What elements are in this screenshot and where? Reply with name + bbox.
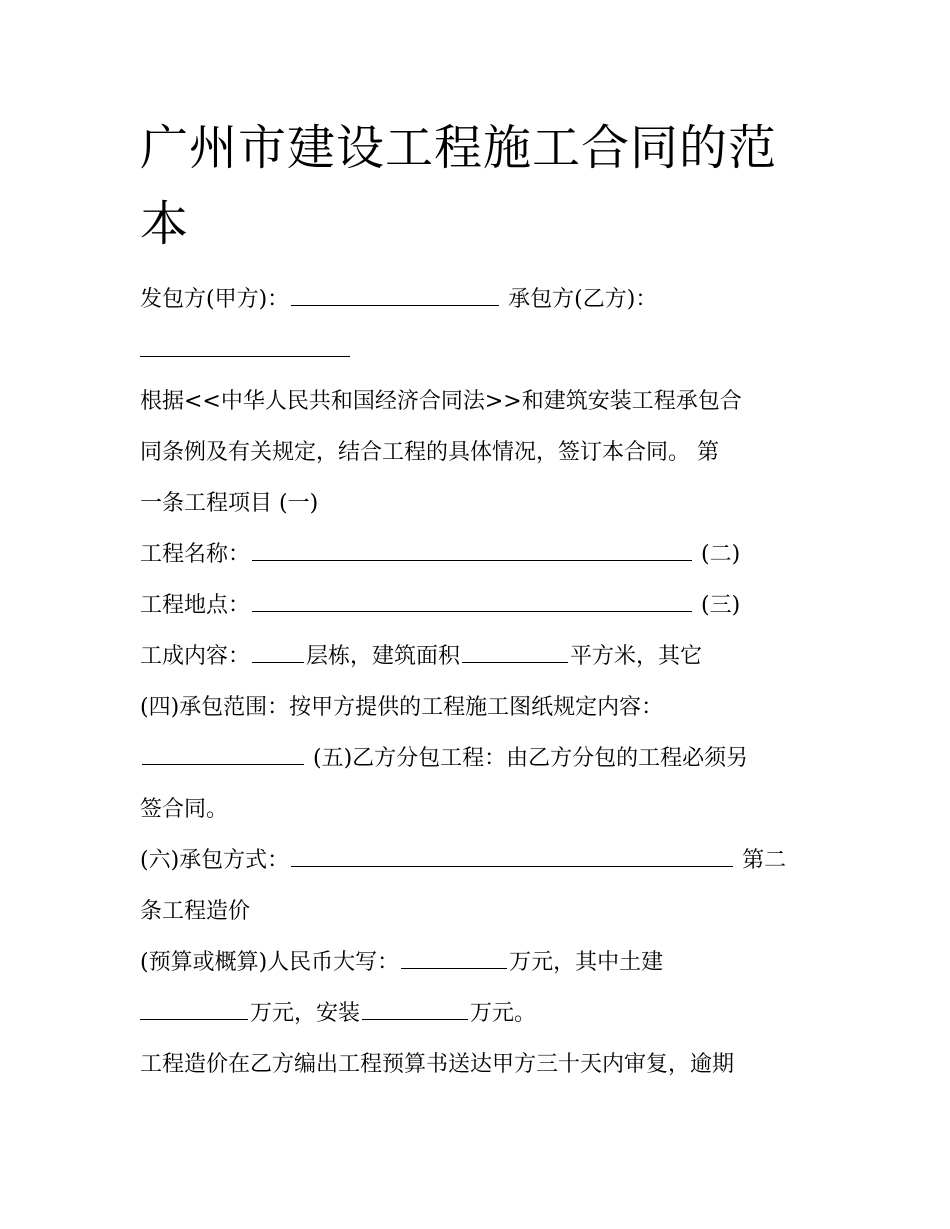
area-blank (462, 661, 568, 663)
document-page (140, 110, 820, 1090)
section-three-label: (三) (701, 593, 741, 618)
title-line-2: 本 (140, 196, 190, 252)
text-line: 一条工程项目 (一) (140, 491, 319, 516)
project-location-label: 工程地点： (140, 593, 251, 618)
area-text: 平方米，其它 (570, 644, 703, 669)
text-line: 同条例及有关规定，结合工程的具体情况，签订本合同。 第 (140, 440, 719, 465)
project-name-blank (252, 559, 692, 561)
project-name-line (140, 529, 820, 580)
floor-blank (252, 661, 304, 663)
party-a-blank (291, 304, 499, 306)
text-line: 签合同。 (140, 797, 229, 822)
method-label: (六)承包方式： (140, 848, 290, 873)
wan-yuan-text: 万元。 (470, 1001, 537, 1026)
install-blank (362, 1018, 468, 1020)
price-civil-text: 万元，其中土建 (509, 950, 664, 975)
price-line (140, 937, 820, 988)
price-total-blank (401, 967, 507, 969)
content-label: 工成内容： (140, 644, 251, 669)
title-line-1: 广州市建设工程施工合同的范 (140, 120, 778, 176)
price-breakdown-line (140, 988, 820, 1039)
scope-blank (142, 763, 304, 765)
civil-blank (140, 1018, 248, 1020)
project-location-line (140, 580, 820, 631)
project-content-line (140, 631, 820, 682)
party-line (140, 274, 820, 325)
article-two-label: 第二 (742, 848, 787, 873)
install-text: 万元，安装 (250, 1001, 361, 1026)
text-line: 条工程造价 (140, 899, 251, 924)
price-label: (预算或概算)人民币大写： (140, 950, 400, 975)
contract-method-line (140, 835, 820, 886)
method-blank (291, 865, 733, 867)
party-b-label: 承包方(乙方)： (508, 287, 658, 312)
text-line: (四)承包范围：按甲方提供的工程施工图纸规定内容： (140, 695, 664, 720)
project-name-label: 工程名称： (140, 542, 251, 567)
party-b-blank-line (140, 325, 820, 376)
document-body (140, 274, 820, 1090)
section-two-label: (二) (701, 542, 741, 567)
party-b-blank (140, 355, 350, 357)
text-line: 根据<<中华人民共和国经济合同法>>和建筑安装工程承包合 (140, 389, 742, 414)
subcontract-text: (五)乙方分包工程：由乙方分包的工程必须另 (313, 746, 749, 771)
document-title (140, 110, 820, 262)
floor-text: 层栋，建筑面积 (306, 644, 461, 669)
party-a-label: 发包方(甲方)： (140, 287, 290, 312)
project-location-blank (252, 610, 692, 612)
scope-line (140, 733, 820, 784)
text-line: 工程造价在乙方编出工程预算书送达甲方三十天内审复，逾期 (140, 1052, 735, 1077)
